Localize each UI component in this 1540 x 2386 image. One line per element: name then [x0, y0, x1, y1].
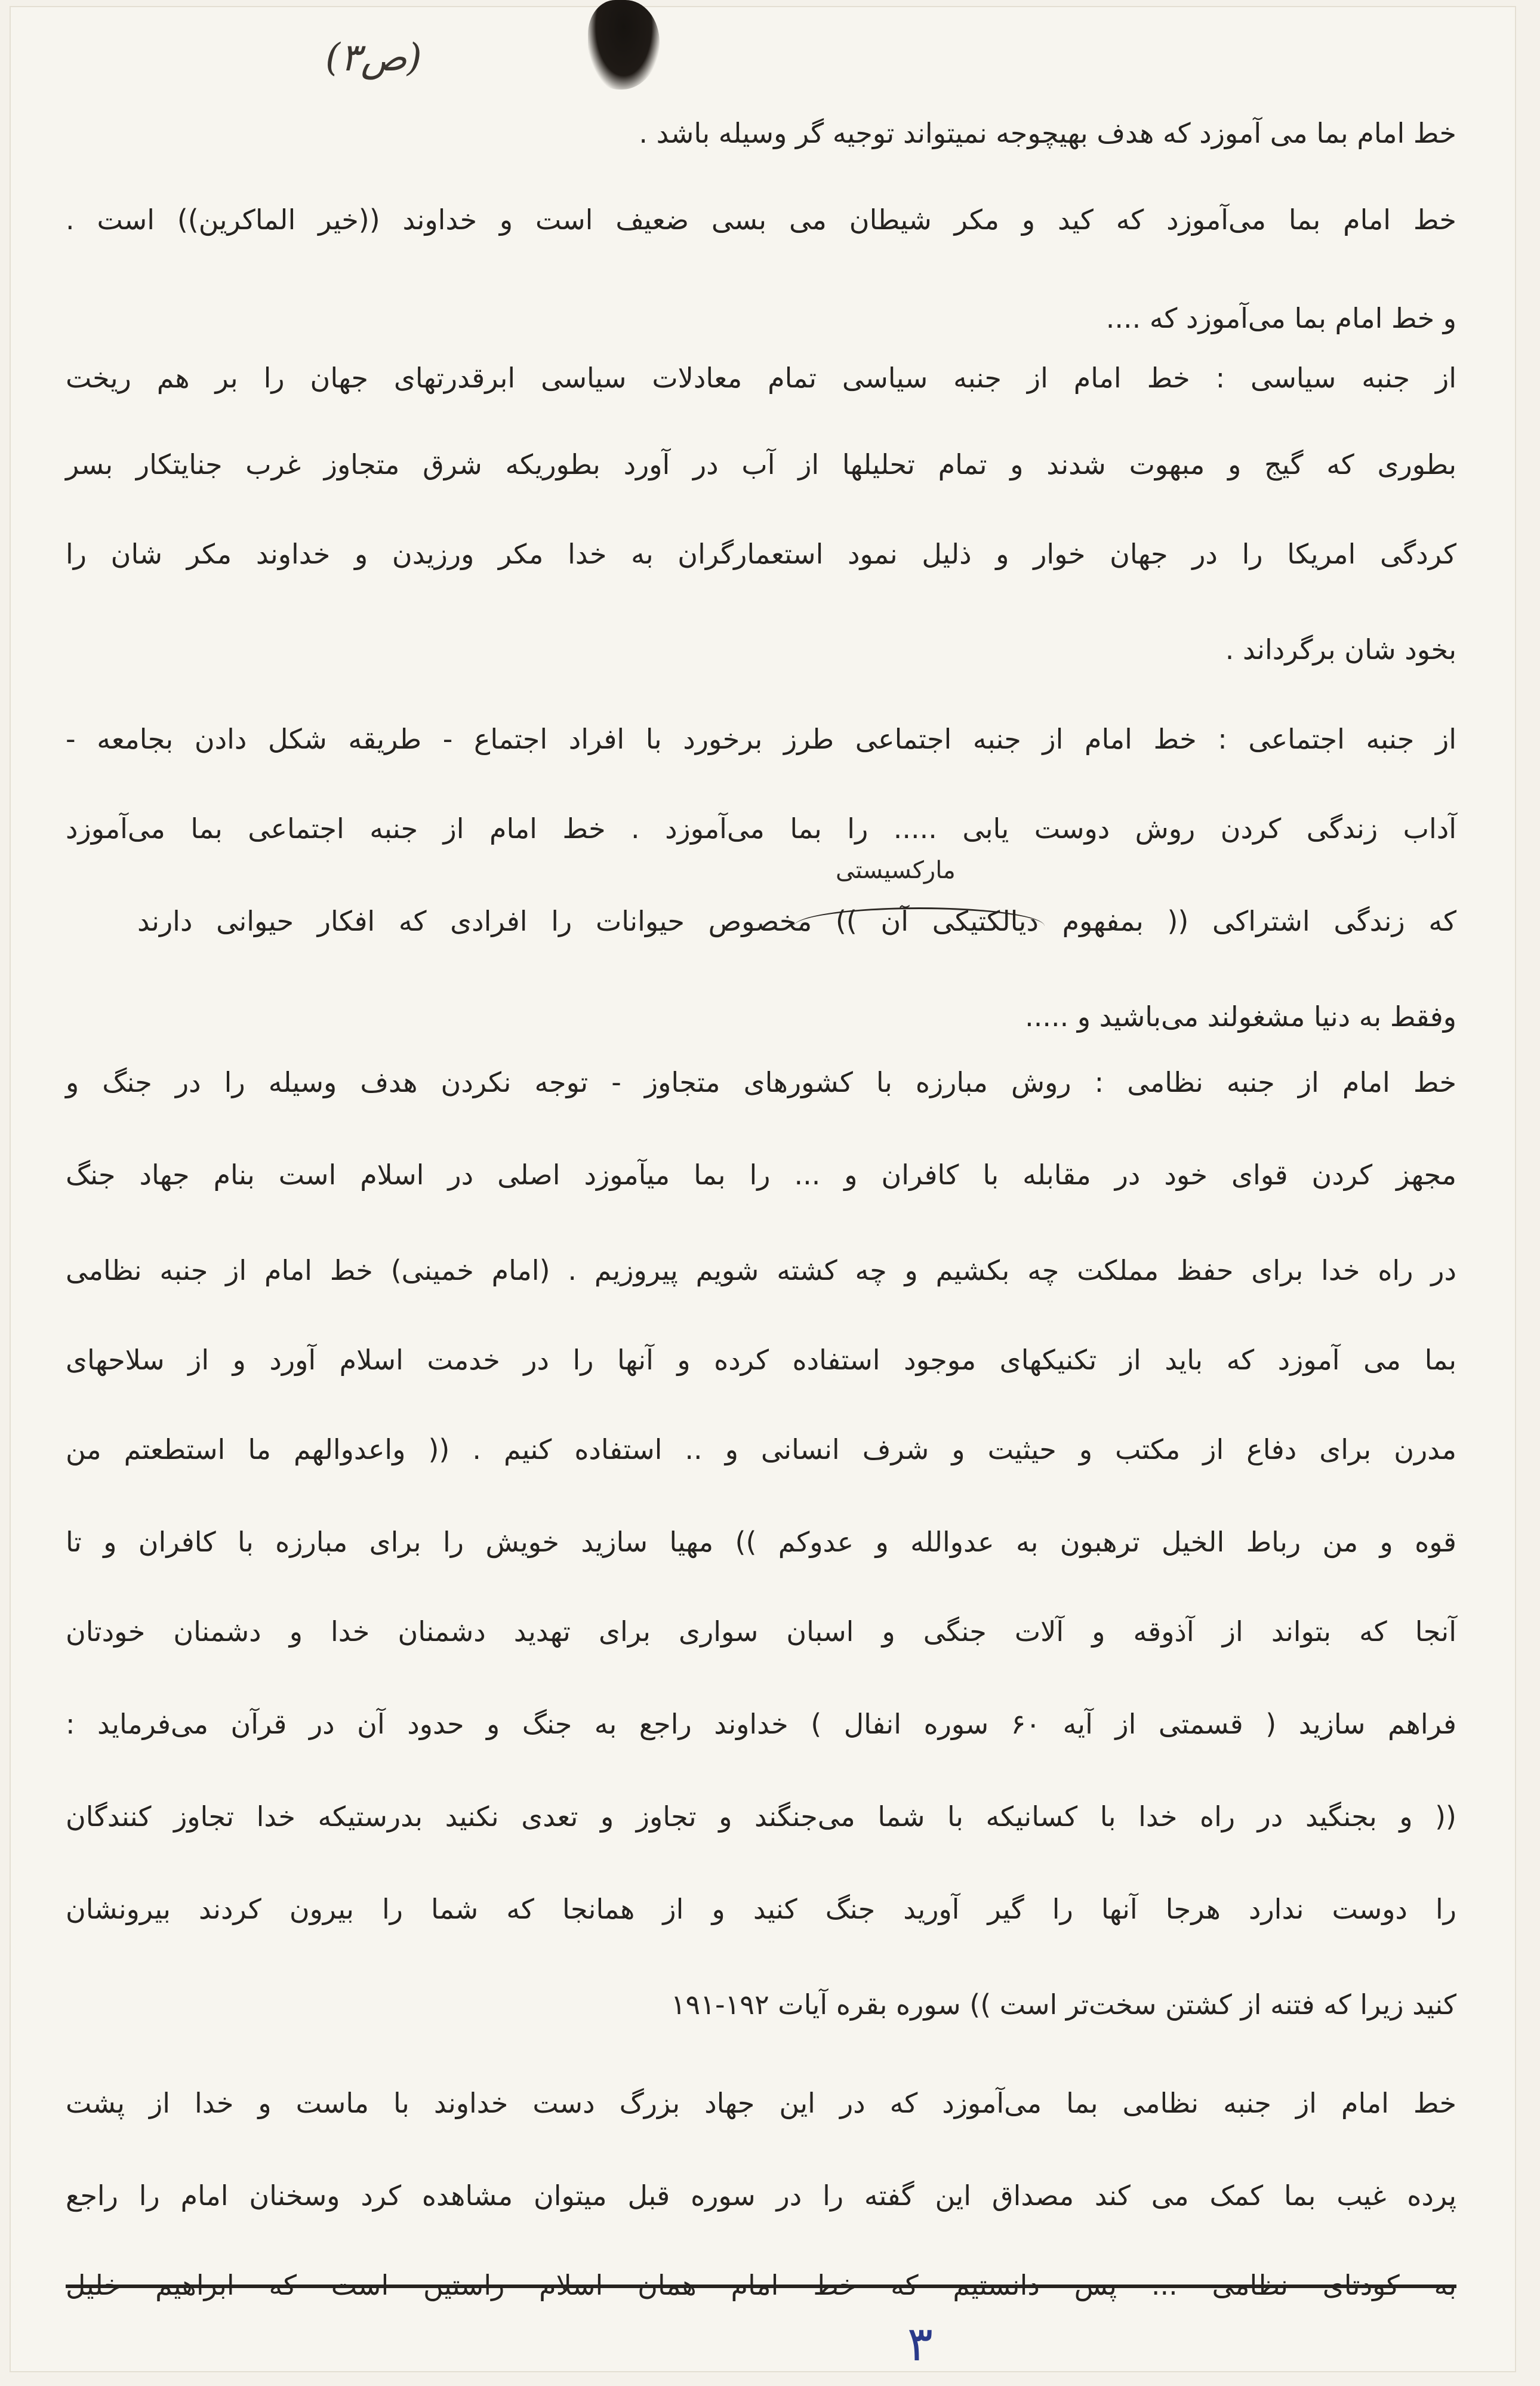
text-line: وفقط به دنیا مشغولند می‌باشید و .....	[1025, 1000, 1456, 1033]
text-line: خط امام بما می‌آموزد که کید و مکر شیطان می بسی ضعیف است و خداوند ((خیر الماکرین)) است .	[66, 204, 1456, 236]
page-number: ۳	[907, 2316, 933, 2372]
text-line: از جنبه اجتماعی : خط امام از جنبه اجتماعی طرز برخورد با افراد اجتماع - طریقه شکل دادن بجامعه -	[66, 723, 1456, 755]
text-line: آداب زندگی کردن روش دوست یابی ..... را بما می‌آموزد . خط امام از جنبه اجتماعی بما می‌آموزد	[66, 812, 1456, 845]
text-line: و خط امام بما می‌آموزد که ....	[1105, 302, 1456, 334]
handwritten-annotation: مارکسیستی	[836, 857, 956, 884]
text-line: در راه خدا برای حفظ مملکت چه بکشیم و چه کشته شویم پیروزیم . (امام خمینی) خط امام از جنبه نظامی	[66, 1254, 1456, 1286]
text-line: پرده غیب بما کمک می کند مصداق این گفته را در سوره قبل میتوان مشاهده کرد وسخنان امام را راجع	[66, 2179, 1456, 2212]
text-line: کنید زیرا که فتنه از کشتن سخت‌تر است )) سوره بقره آیات ۱۹۲-۱۹۱	[670, 1988, 1456, 2021]
text-line: (( و بجنگید در راه خدا با کسانیکه با شما می‌جنگند و تجاوز و تعدی نکنید بدرستیکه خدا تجاوز کنندگان	[66, 1800, 1456, 1833]
text-line: بما می آموزد که باید از تکنیکهای موجود استفاده کرده و آنها را در خدمت اسلام آورد و از سلاحهای	[66, 1344, 1456, 1376]
text-line: خط امام بما می آموزد که هدف بهیچوجه نمیتواند توجیه گر وسیله باشد .	[639, 117, 1456, 149]
text-line: کردگی امریکا را در جهان خوار و ذلیل نمود استعمارگران به خدا مکر ورزیدن و خداوند مکر شان را	[66, 538, 1456, 570]
text-line: که زندگی اشتراکی (( بمفهوم دیالکتیکی آن )) مخصوص حیوانات را افرادی که افکار حیوانی دارند	[137, 905, 1456, 937]
text-line: قوه و من رباط الخیل ترهبون به عدوالله و عدوکم )) مهیا سازید خویش را برای مبارزه با کافران و تا	[66, 1526, 1456, 1558]
text-line: از جنبه سیاسی : خط امام از جنبه سیاسی تمام معادلات سیاسی ابرقدرتهای جهان را بر هم ریخت	[66, 362, 1456, 394]
struck-text-line: به کودتای نظامی ... پس دانستیم که خط امام همان اسلام راستین است که ابراهیم خلیل	[66, 2269, 1456, 2301]
text-line: مدرن برای دفاع از مکتب و حیثیت و شرف انسانی و .. استفاده کنیم . (( واعدوالهم ما استطعتم من	[66, 1433, 1456, 1466]
text-line: مجهز کردن قوای خود در مقابله با کافران و ... را بما میآموزد اصلی در اسلام است بنام جهاد جنگ	[66, 1159, 1456, 1191]
text-line: خط امام از جنبه نظامی : روش مبارزه با کشورهای متجاوز - توجه نکردن هدف وسیله را در جنگ و	[66, 1066, 1456, 1098]
text-line: خط امام از جنبه نظامی بما می‌آموزد که در این جهاد بزرگ دست خداوند با ماست و خدا از پشت	[66, 2087, 1456, 2119]
text-line: آنجا که بتواند از آذوقه و آلات جنگی و اسبان سواری برای تهدید دشمنان خدا و دشمنان خودتان	[66, 1615, 1456, 1648]
text-line: را دوست ندارد هرجا آنها را گیر آورید جنگ کنید و از همانجا که شما را بیرون کردند بیرونشان	[66, 1893, 1456, 1925]
text-line: بخود شان برگرداند .	[1225, 633, 1456, 666]
text-line: فراهم سازید ( قسمتی از آیه ۶۰ سوره انفال ) خداوند راجع به جنگ و حدود آن در قرآن می‌فرماید :	[66, 1708, 1456, 1740]
page-reference: (ص۳)	[325, 36, 422, 80]
text-line: بطوری که گیج و مبهوت شدند و تمام تحلیلها از آب در آورد بطوریکه شرق متجاوز غرب جنایتکار بسر	[66, 448, 1456, 481]
